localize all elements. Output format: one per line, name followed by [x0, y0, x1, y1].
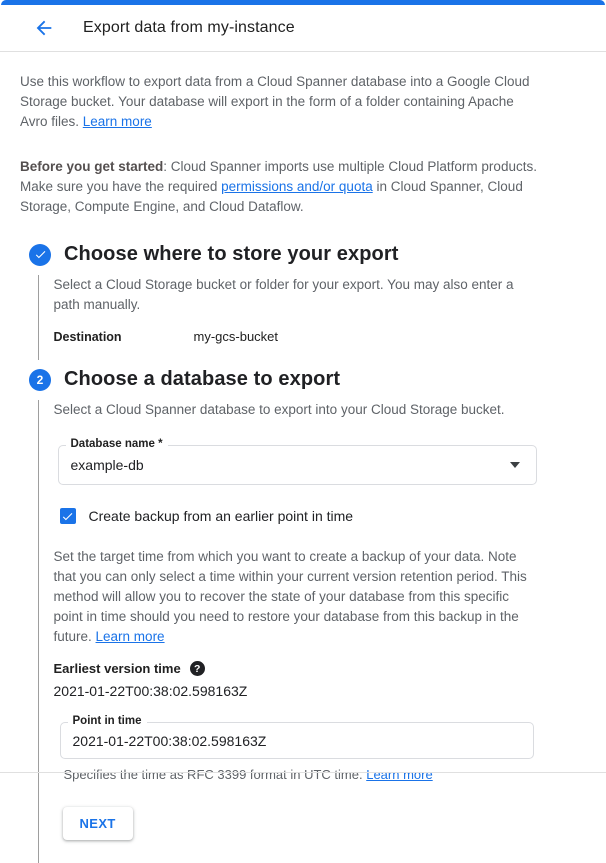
destination-row [54, 315, 587, 360]
backup-learn-more-link[interactable]: Learn more [95, 629, 165, 644]
helper-learn-more-link[interactable]: Learn more [366, 767, 433, 782]
step-1-header[interactable] [20, 243, 586, 266]
backup-checkbox-checked-icon[interactable] [60, 508, 76, 524]
step-2-choose-database [20, 368, 586, 863]
step-1-title: Choose where to store your export [64, 243, 399, 265]
step-2-header[interactable] [20, 368, 586, 391]
helper-text: Specifies the time as RFC 3399 format in UTC time. [63, 767, 367, 782]
dropdown-arrow-icon [510, 462, 520, 468]
prereq-text-end: in Cloud Spanner, Cloud Storage, Compute Engine, and Cloud Dataflow. [20, 179, 523, 214]
point-in-time-field [60, 714, 534, 759]
back-button[interactable] [32, 16, 56, 40]
intro-learn-more-link[interactable]: Learn more [82, 114, 152, 129]
prereq-bold-text: Before you get started [20, 159, 164, 174]
help-icon[interactable]: ? [190, 661, 205, 676]
point-in-time-helper [64, 767, 587, 782]
point-in-time-label: Point in time [68, 715, 147, 727]
step-2-body [38, 400, 586, 863]
page-header [0, 5, 606, 52]
arrow-back-icon [33, 17, 55, 39]
database-name-select[interactable] [58, 437, 537, 485]
step-2-description: Select a Cloud Spanner database to export into your Cloud Storage bucket. [53, 402, 505, 417]
earliest-version-label: Earliest version time [53, 661, 181, 676]
step-1-body [38, 275, 586, 360]
intro-text: Use this workflow to export data from a Cloud Spanner database into a Google Cloud Storage bucket. Your database will export in the form of a folder containing Apache Avro files. [20, 74, 530, 129]
destination-value: my-gcs-bucket [193, 329, 279, 344]
step-1-store-export [20, 243, 586, 360]
intro-paragraph [20, 72, 541, 132]
step-1-completed-icon [29, 244, 51, 266]
prereq-paragraph [20, 157, 541, 217]
point-in-time-input[interactable] [61, 723, 533, 758]
database-name-value: example-db [70, 457, 144, 473]
earliest-version-row [54, 661, 587, 676]
database-name-label: Database name * [66, 438, 168, 450]
export-stepper [20, 243, 586, 863]
export-form [0, 52, 606, 863]
backup-text: Set the target time from which you want to create a backup of your data. Note that you can only select a time within your current version retention period. This method will allow you to recover the state of your database from this specific point in time should you need to restore your database from this backup in the future. [53, 549, 527, 644]
page-title: Export data from my-instance [83, 19, 295, 36]
step-2-number-badge: 2 [29, 369, 51, 391]
backup-paragraph [54, 547, 535, 647]
destination-label: Destination [53, 329, 122, 344]
backup-checkbox-label: Create backup from an earlier point in time [88, 508, 354, 524]
permissions-quota-link[interactable]: permissions and/or quota [221, 179, 373, 194]
prereq-text: : Cloud Spanner imports use multiple Cloud Platform products. Make sure you have the required [20, 159, 537, 194]
backup-checkbox-row[interactable] [60, 508, 587, 524]
step-1-description: Select a Cloud Storage bucket or folder for your export. You may also enter a path manually. [53, 277, 514, 312]
earliest-version-value: 2021-01-22T00:38:02.598163Z [53, 683, 248, 699]
next-button[interactable]: NEXT [63, 807, 133, 840]
bottom-divider [0, 772, 606, 773]
step-2-title: Choose a database to export [64, 368, 341, 390]
